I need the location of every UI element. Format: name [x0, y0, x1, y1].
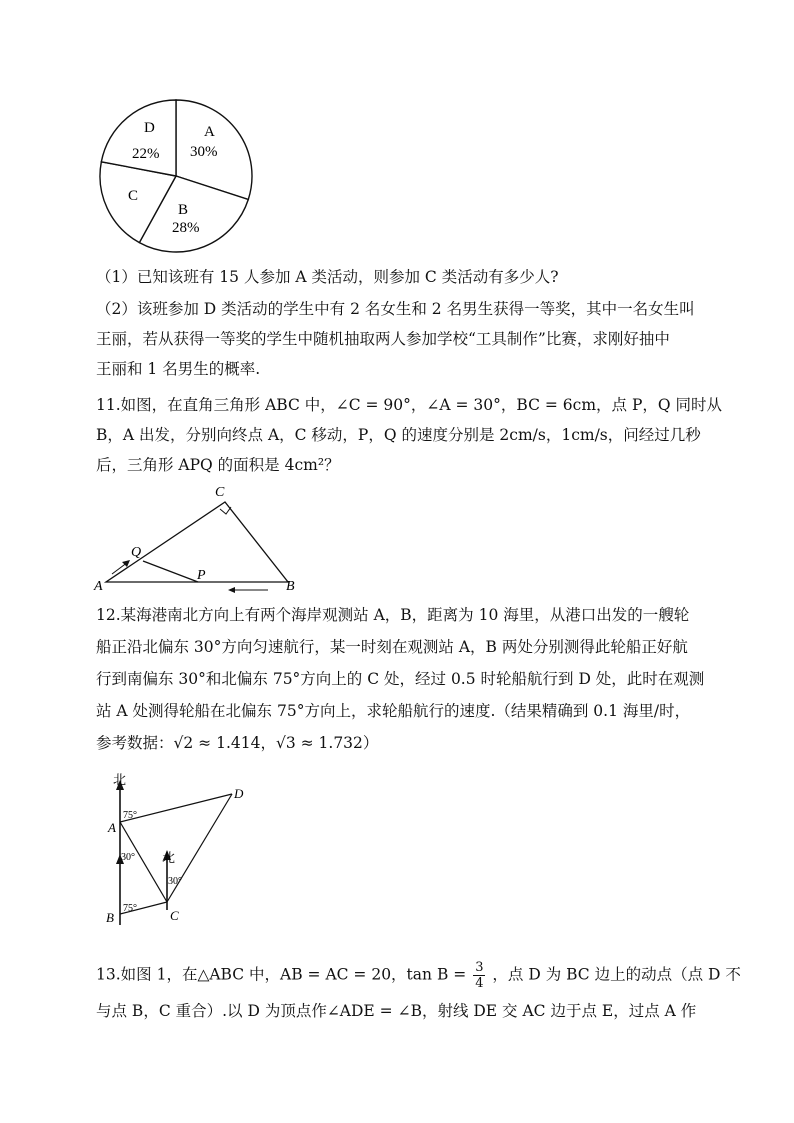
label-b: B	[286, 579, 295, 594]
q13-line1	[96, 960, 741, 991]
angle-a-75: 75°	[123, 810, 137, 821]
label-b: B	[106, 910, 114, 925]
segment-pq	[143, 561, 198, 582]
angle-b-75: 75°	[123, 903, 137, 914]
pie-label-d: D	[144, 120, 155, 136]
q10-part2-line1: （2）该班参加 D 类活动的学生中有 2 名女生和 2 名男生获得一等奖，其中一名女生叫	[96, 300, 695, 318]
pie-label-b: B	[178, 202, 189, 218]
q13-line2: 与点 B，C 重合）.以 D 为顶点作∠ADE = ∠B，射线 DE 交 AC 边于点 E，过点 A 作	[96, 1002, 697, 1020]
triangle-figure	[92, 482, 312, 594]
tan-fraction	[473, 960, 485, 991]
north-label-2: 北	[162, 850, 176, 865]
north-label-1: 北	[113, 772, 127, 787]
q10-part2-line2: 王丽，若从获得一等奖的学生中随机抽取两人参加学校“工具制作”比赛，求刚好抽中	[96, 330, 670, 348]
angle-a-30: 30°	[121, 852, 135, 863]
label-q: Q	[131, 545, 142, 560]
q13-line1-pre: 13.如图 1，在△ABC 中，AB = AC = 20，tan B =	[96, 965, 467, 984]
q12-line3: 行到南偏东 30°和北偏东 75°方向上的 C 处，经过 0.5 时轮船航行到 D 处，此时在观测	[96, 670, 705, 688]
pie-value-d: 22%	[132, 146, 160, 162]
navigation-figure	[100, 770, 260, 930]
pie-label-a: A	[204, 124, 215, 140]
label-c: C	[215, 485, 225, 500]
pie-value-a: 30%	[190, 144, 218, 160]
label-a: A	[94, 579, 103, 594]
label-p: P	[197, 568, 206, 583]
q13-line1-post: ，点 D 为 BC 边上的动点（点 D 不	[492, 965, 741, 984]
pie-slice-d	[101, 100, 176, 176]
q10-part2-line3: 王丽和 1 名男生的概率.	[96, 360, 261, 378]
q12-line4: 站 A 处测得轮船在北偏东 75°方向上，求轮船航行的速度.（结果精确到 0.1 海里/时，	[96, 702, 691, 720]
q12-line2: 船正沿北偏东 30°方向匀速航行，某一时刻在观测站 A，B 两处分别测得此轮船正好航	[96, 638, 688, 656]
q11-line1: 11.如图，在直角三角形 ABC 中，∠C = 90°，∠A = 30°，BC = 6cm，点 P，Q 同时从	[96, 396, 723, 414]
label-a: A	[108, 820, 116, 835]
fraction-denominator: 4	[475, 976, 484, 991]
arrow-p-head	[228, 587, 235, 593]
label-d: D	[234, 786, 244, 801]
q12-line5: 参考数据：√2 ≈ 1.414，√3 ≈ 1.732）	[96, 734, 379, 752]
angle-c-30: 30°	[168, 876, 182, 887]
pie-value-b: 28%	[172, 220, 200, 236]
pie-chart	[96, 96, 262, 256]
q11-line2: B，A 出发，分别向终点 A，C 移动，P，Q 的速度分别是 2cm/s，1cm/s，问经过几秒	[96, 426, 701, 444]
q11-line3: 后，三角形 APQ 的面积是 4cm²？	[96, 456, 340, 474]
q12-line1: 12.某海港南北方向上有两个海岸观测站 A，B，距离为 10 海里，从港口出发的一艘轮	[96, 606, 690, 624]
fraction-numerator: 3	[475, 960, 484, 975]
pie-label-c: C	[128, 188, 139, 204]
label-c: C	[170, 908, 179, 923]
q10-part1: （1）已知该班有 15 人参加 A 类活动，则参加 C 类活动有多少人?	[96, 268, 559, 286]
